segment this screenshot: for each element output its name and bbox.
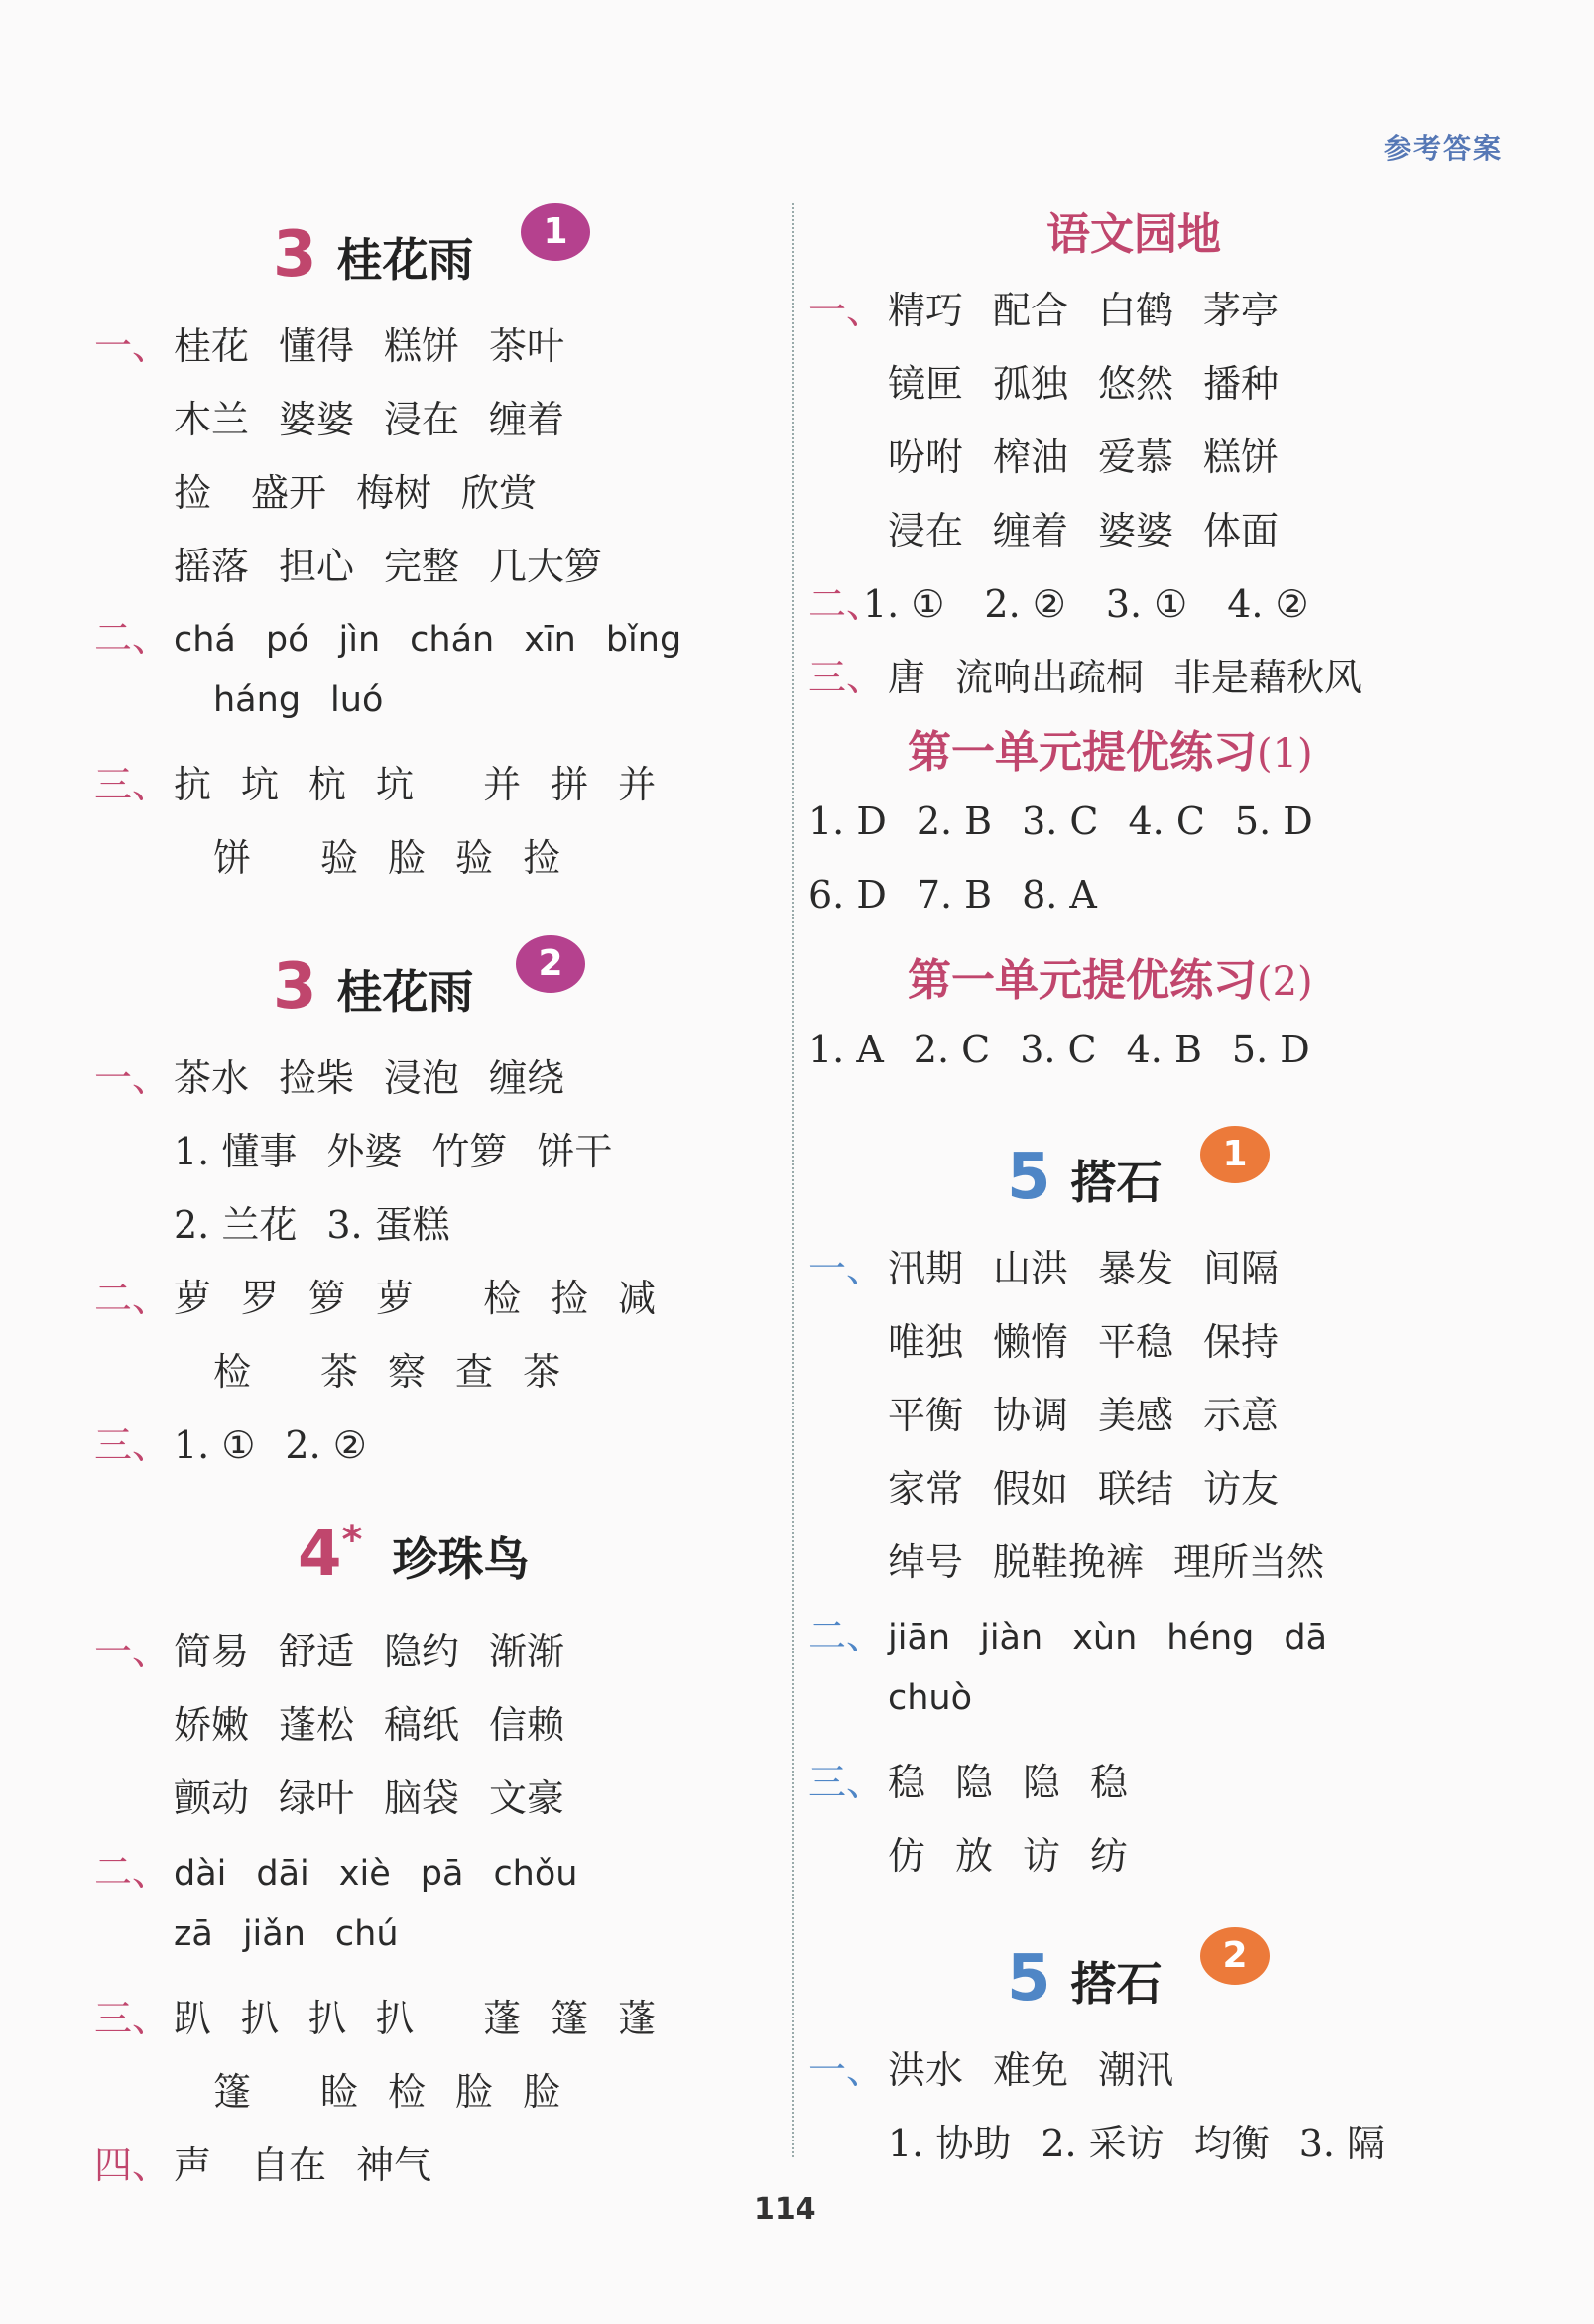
exercise-badge-2: 2 — [516, 935, 585, 993]
column-divider — [792, 203, 794, 2157]
l3b-q1-sub2: 2. 兰花 3. 蛋糕 — [174, 1203, 450, 1247]
l3b-q2-row2: 检 茶 察 查 茶 — [213, 1350, 561, 1394]
unit1-practice-title-1: 第一单元提优练习(1) — [908, 727, 1313, 778]
yw-q1-row1: 一、 精巧 配合 白鹤 茅亭 — [808, 289, 1280, 332]
exercise-badge-2-orange: 2 — [1200, 1927, 1270, 1985]
l5a-q3-row2: 仿 放 访 纺 — [888, 1834, 1129, 1878]
yuwen-yuandi-title: 语文园地 — [1046, 209, 1221, 260]
lesson-4-title: 4* 珍珠鸟 — [298, 1518, 530, 1591]
l3a-q2-row1: 二、 chá pó jìn chán xīn bǐng — [94, 616, 682, 660]
l4-q3-row1: 三、 趴 扒 扒 扒 蓬 篷 蓬 — [94, 1997, 657, 2040]
l5b-q1-sub: 1. 协助 2. 采访 均衡 3. 隔 — [888, 2122, 1386, 2165]
l5a-q3-row1: 三、 稳 隐 隐 稳 — [808, 1761, 1129, 1804]
l3b-q1-sub1: 1. 懂事 外婆 竹箩 饼干 — [174, 1130, 613, 1173]
l3a-q1-row2: 木兰 婆婆 浸在 缠着 — [174, 398, 565, 441]
yw-q3-row1: 三、 唐 流响出疏桐 非是藉秋风 — [808, 656, 1363, 699]
l4-q4-row1: 四、 声 自在 神气 — [94, 2143, 432, 2187]
l3a-q3-row2: 饼 验 脸 验 捡 — [213, 836, 561, 880]
l4-q1-row3: 颤动 绿叶 脑袋 文豪 — [174, 1776, 565, 1820]
unit1-practice-title-2: 第一单元提优练习(2) — [908, 955, 1313, 1006]
l5a-q1-row3: 平衡 协调 美感 示意 — [888, 1394, 1280, 1437]
yw-q1-row3: 吩咐 榨油 爱慕 糕饼 — [888, 435, 1280, 479]
page-number: 114 — [754, 2192, 816, 2227]
l5a-q2-row1: 二、 jiān jiàn xùn héng dā — [808, 1614, 1328, 1657]
l5a-q1-row4: 家常 假如 联结 访友 — [888, 1467, 1280, 1511]
unit1a-row2: 6. D 7. B 8. A — [808, 873, 1097, 917]
l3b-q3-row1: 三、 1. ① 2. ② — [94, 1423, 367, 1467]
lesson-3-title-1: 3 桂花雨 — [273, 218, 474, 292]
lesson-5-title-1: 5 搭石 — [1007, 1141, 1163, 1214]
l5a-q1-row2: 唯独 懒惰 平稳 保持 — [888, 1320, 1280, 1364]
l5a-q2-row2: chuò — [888, 1678, 973, 1718]
l3a-q1-row4: 摇落 担心 完整 几大箩 — [174, 545, 603, 588]
l4-q1-row1: 一、 简易 舒适 隐约 渐渐 — [94, 1630, 565, 1673]
l3a-q1-row1: 一、 桂花 懂得 糕饼 茶叶 — [94, 324, 565, 368]
l4-q3-row2: 篷 睑 检 脸 脸 — [213, 2070, 561, 2114]
yw-q1-row4: 浸在 缠着 婆婆 体面 — [888, 509, 1280, 552]
yw-q2-row1: 二、1. ① 2. ② 3. ① 4. ② — [808, 582, 1309, 626]
l5b-q1-row1: 一、 洪水 难免 潮汛 — [808, 2048, 1174, 2092]
exercise-badge-1-orange: 1 — [1200, 1126, 1270, 1183]
unit1a-row1: 1. D 2. B 3. C 4. C 5. D — [808, 799, 1313, 843]
l3a-q1-row3: 捡 盛开 梅树 欣赏 — [174, 471, 538, 515]
lesson-5-title-2: 5 搭石 — [1007, 1942, 1163, 2016]
page-header: 参考答案 — [1383, 132, 1503, 165]
l5a-q1-row5: 绰号 脱鞋挽裤 理所当然 — [888, 1540, 1325, 1584]
l3a-q2-row2: háng luó — [213, 680, 384, 720]
l5a-q1-row1: 一、 汛期 山洪 暴发 间隔 — [808, 1247, 1280, 1290]
lesson-3-title-2: 3 桂花雨 — [273, 950, 474, 1024]
l3b-q2-row1: 二、 萝 罗 箩 萝 检 捡 减 — [94, 1277, 657, 1320]
l4-q1-row2: 娇嫩 蓬松 稿纸 信赖 — [174, 1703, 565, 1747]
l3a-q3-row1: 三、 抗 坑 杭 坑 并 拼 并 — [94, 763, 657, 806]
unit1b-row1: 1. A 2. C 3. C 4. B 5. D — [808, 1028, 1310, 1071]
yw-q1-row2: 镜匣 孤独 悠然 播种 — [888, 362, 1280, 406]
l4-q2-row1: 二、 dài dāi xiè pā chǒu — [94, 1850, 578, 1894]
l4-q2-row2: zā jiǎn chú — [174, 1914, 399, 1954]
l3b-q1-row1: 一、 茶水 捡柴 浸泡 缠绕 — [94, 1056, 565, 1100]
exercise-badge-1: 1 — [521, 203, 590, 261]
